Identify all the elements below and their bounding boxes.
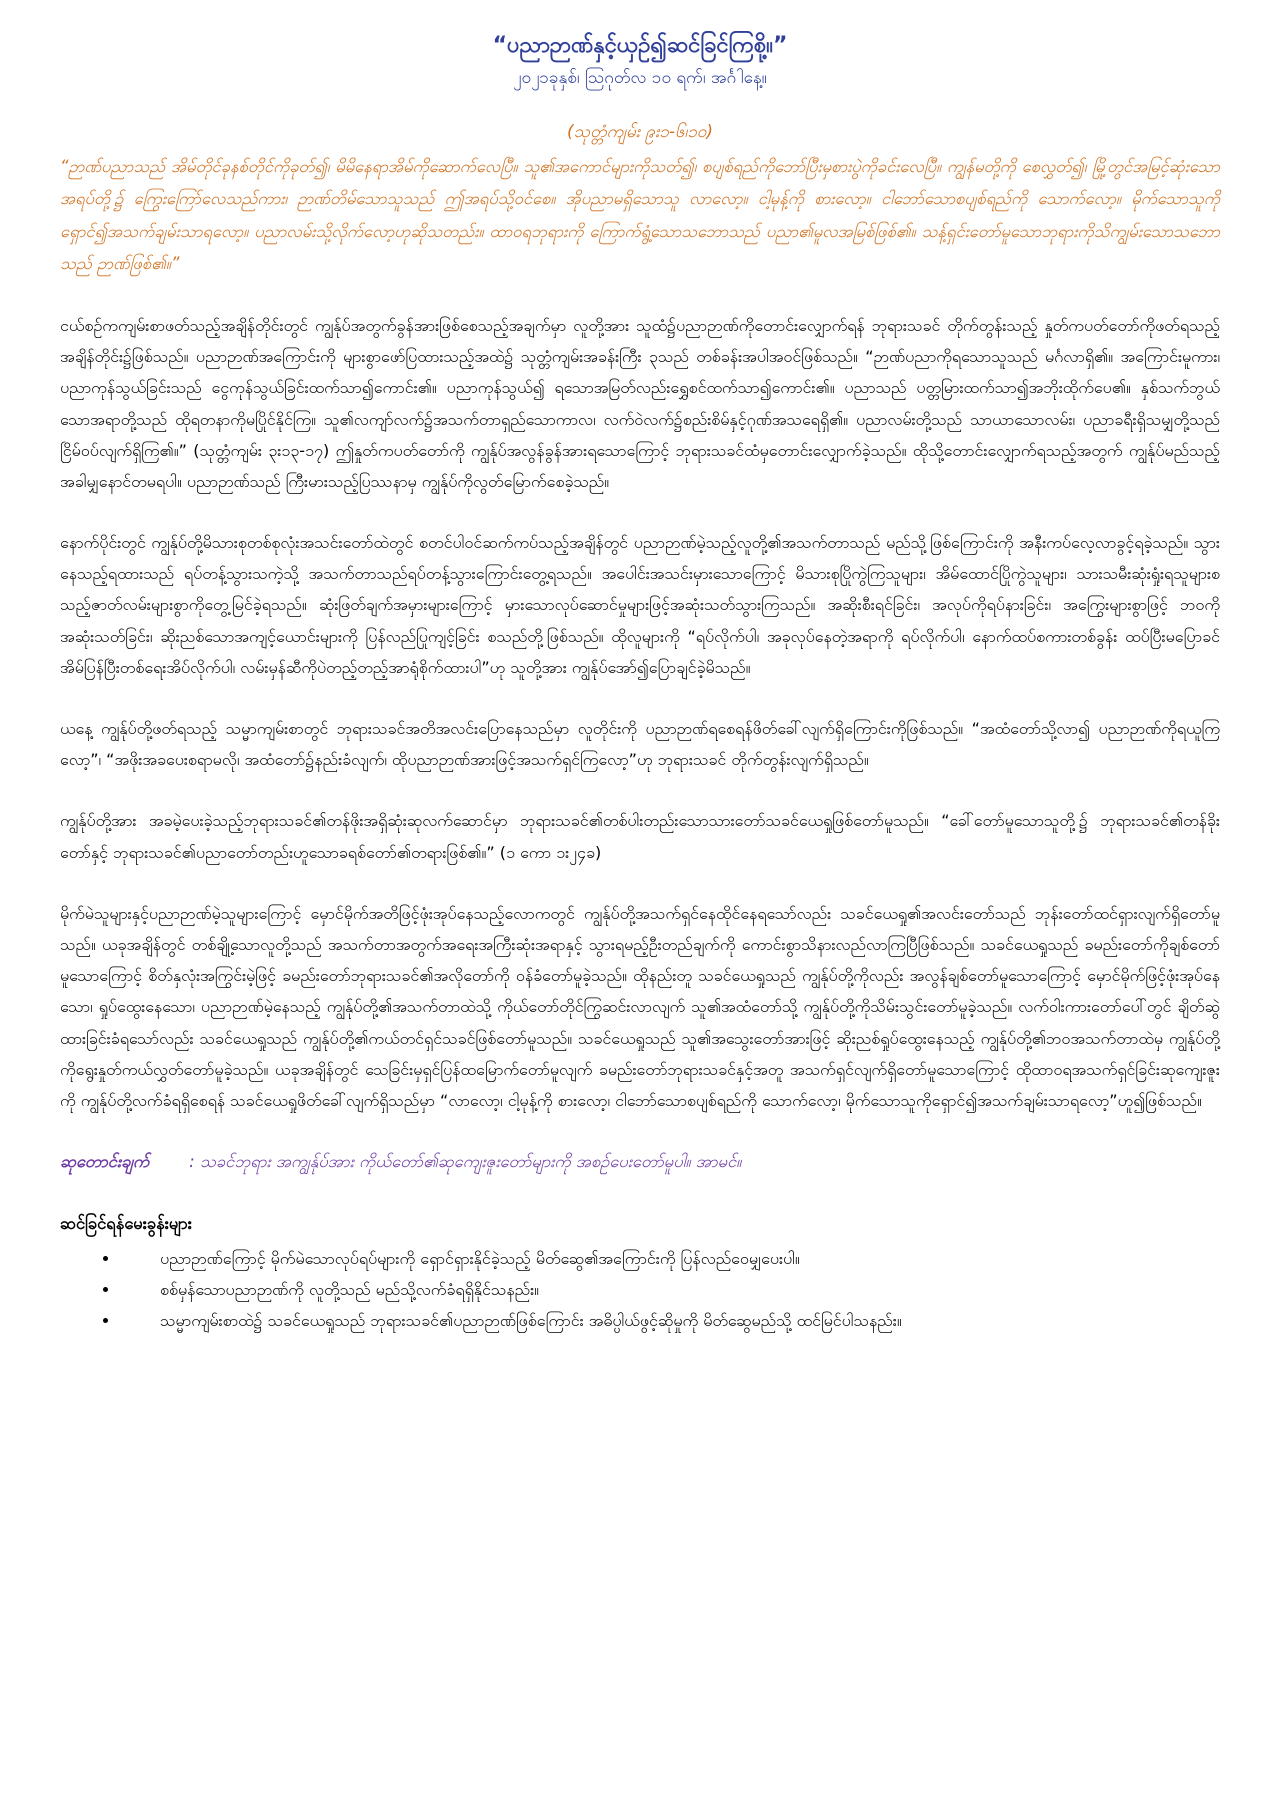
- verse-text: “ဉာဏ်ပညာသည် အိမ်တိုင်ခုနစ်တိုင်ကိုခုတ်၍၊ မိမိနေရာအိမ်ကိုဆောက်လေပြီ။ သူ၏အကောင်များကိုသတ်၍၊ စပျစ်ရည်ကိုဘော်ပြီးမှစားပွဲကိုခင်းလေပြီ။ ကျွန်မတို့ကို စေလွှတ်၍၊ မြို့တွင်အမြင့်ဆုံးသောအရပ်တို့၌ ကြွေးကြော်လေသည်ကား၊ ဉာဏ်တိမ်သောသူသည် ဤအရပ်သို့ဝင်စေ။ အိုပညာမရှိသောသူ လာလော့။ ငါ့မုန့်ကို စားလော့။ ငါဘော်သောစပျစ်ရည်ကို သောက်လော့။ မိုက်သောသူကိုရှောင်၍အသက်ချမ်းသာရလော့။ ပညာလမ်းသို့လိုက်လော့ဟုဆိုသတည်း။ ထာဝရဘုရားကို ကြောက်ရွံ့သောသဘောသည် ပညာ၏မူလအမြစ်ဖြစ်၏။ သန့်ရှင်းတော်မူသောဘုရားကိုသိကျွမ်းသောသဘောသည် ဉာဏ်ဖြစ်၏။”: [60, 157, 1220, 273]
- prayer-label: ဆုတောင်းချက်: [60, 1152, 150, 1172]
- body-paragraph-1: ငယ်စဉ်ကကျမ်းစာဖတ်သည့်အချိန်တိုင်းတွင် ကျွန်ုပ်အတွက်ခွန်အားဖြစ်စေသည့်အချက်မှာ လူတို့အား သူထံ၌ပညာဉာဏ်ကိုတောင်းလျှောက်ရန် ဘုရားသခင် တိုက်တွန်းသည့် နှုတ်ကပတ်တော်ကိုဖတ်ရသည့်အချိန်တိုင်း၌ဖြစ်သည်။ ပညာဉာဏ်အကြောင်းကို များစွာဖော်ပြထားသည့်အထဲ၌ သုတ္တံကျမ်းအခန်းကြီး ၃သည် တစ်ခန်းအပါအဝင်ဖြစ်သည်။ “ဉာဏ်ပညာကိုရသောသူသည် မင်္ဂလာရှိ၏။ အကြောင်းမူကား၊ ပညာကုန်သွယ်ခြင်းသည် ငွေကုန်သွယ်ခြင်းထက်သာ၍ကောင်း၏။ ပညာကုန်သွယ်၍ ရသောအမြတ်လည်းရွှေစင်ထက်သာ၍ကောင်း၏။ ပညာသည် ပတ္တမြားထက်သာ၍အဘိုးထိုက်ပေ၏။ နှစ်သက်ဘွယ်သောအရာတို့သည် ထိုရတနာကိုမပြိုင်နိုင်ကြ။ သူ၏လကျာ်လက်၌အသက်တာရှည်သောကာလ၊ လက်ဝဲလက်၌စည်းစိမ်နှင့်ဂုဏ်အသရေရှိ၏။ ပညာလမ်းတို့သည် သာယာသောလမ်း၊ ပညာခရီးရှိသမျှတို့သည် ငြိမ်ဝပ်လျက်ရှိကြ၏။” (သုတ္တံကျမ်း ၃း၁၃-၁၇) ဤနှုတ်ကပတ်တော်ကို ကျွန်ုပ်အလွန်ခွန်အားရသောကြောင့် ဘုရားသခင်ထံမှတောင်းလျှောက်ခဲ့သည်။ ထိုသို့တောင်းလျှောက်ရသည့်အတွက် ကျွန်ုပ်မည်သည့်အခါမျှနောင်တမရပါ။ ပညာဉာဏ်သည် ကြီးမားသည့်ပြဿနာမှ ကျွန်ုပ်ကိုလွတ်မြောက်စေခဲ့သည်။: [60, 315, 1220, 491]
- list-item: • သမ္မာကျမ်းစာထဲ၌ သခင်ယေရှုသည် ဘုရားသခင်၏ပညာဉာဏ်ဖြစ်ကြောင်း အဓိပ္ပါယ်ဖွင့်ဆိုမှုကို မိတ်ဆွေမည်သို့ ထင်မြင်ပါသနည်း။: [120, 1305, 1220, 1336]
- verse-reference: (သုတ္တံကျမ်း ၉း၁-၆၊၁၀): [567, 122, 713, 143]
- page-title: “ပညာဉာဏ်နှင့်ယှဉ်၍ဆင်ခြင်ကြစို့။”: [492, 33, 788, 58]
- prayer: [60, 1146, 1220, 1177]
- body-paragraph-5: မိုက်မဲသူများနှင့်ပညာဉာဏ်မဲ့သူများကြောင့် မှောင်မိုက်အတိဖြင့်ဖုံးအုပ်နေသည့်လောကတွင် ကျွန်ုပ်တို့အသက်ရှင်နေထိုင်နေရသော်လည်း သခင်ယေရှု၏အလင်းတော်သည် ဘုန်းတော်ထင်ရှားလျက်ရှိတော်မူသည်။ ယခုအချိန်တွင် တစ်ချို့သောလူတို့သည် အသက်တာအတွက်အရေးအကြီးဆုံးအရာနှင့် သွားရမည့်ဦးတည်ချက်ကို ကောင်းစွာသိနားလည်လာကြပြီဖြစ်သည်။ သခင်ယေရှုသည် ခမည်းတော်ကိုချစ်တော်မူသောကြောင့် စိတ်နှလုံးအကြွင်းမဲ့ဖြင့် ခမည်းတော်ဘုရားသခင်၏အလိုတော်ကို ဝန်ခံတော်မူခဲ့သည်။ ထိုနည်းတူ သခင်ယေရှုသည် ကျွန်ုပ်တို့ကိုလည်း အလွန်ချစ်တော်မူသောကြောင့် မှောင်မိုက်ဖြင့်ဖုံးအုပ်နေသော၊ ရှုပ်ထွေးနေသော၊ ပညာဉာဏ်မဲ့နေသည့် ကျွန်ုပ်တို့၏အသက်တာထဲသို့ ကိုယ်တော်တိုင်ကြွဆင်းလာလျက် သူ၏အထံတော်သို့ ကျွန်ုပ်တို့ကိုသိမ်းသွင်းတော်မူခဲ့သည်။ လက်ဝါးကားတော်ပေါ်တွင် ချိတ်ဆွဲထားခြင်းခံရသော်လည်း သခင်ယေရှုသည် ကျွန်ုပ်တို့၏ကယ်တင်ရှင်သခင်ဖြစ်တော်မူသည်။ သခင်ယေရှုသည် သူ၏အသွေးတော်အားဖြင့် ဆိုးညစ်ရှုပ်ထွေးနေသည့် ကျွန်ုပ်တို့၏ဘဝအသက်တာထဲမှ ကျွန်ုပ်တို့ကိုရွေးနှုတ်ကယ်လွှတ်တော်မူခဲ့သည်။ ယခုအချိန်တွင် သေခြင်းမှရှင်ပြန်ထမြောက်တော်မူလျက် ခမည်းတော်ဘုရားသခင်နှင့်အတူ အသက်ရှင်လျက်ရှိတော်မူသောကြောင့် ထိုထာဝရအသက်ရှင်ခြင်းဆုကျေးဇူးကို ကျွန်ုပ်တို့လက်ခံရရှိစေရန် သခင်ယေရှုဖိတ်ခေါ်လျက်ရှိသည်မှာ “လာလော့၊ ငါ့မုန့်ကို စားလော့၊ ငါဘော်သောစပျစ်ရည်ကို သောက်လော့၊ မိုက်သောသူကိုရှောင်၍အသက်ချမ်းသာရလော့”ဟူ၍ဖြစ်သည်။: [60, 903, 1220, 1110]
- list-item: • ပညာဉာဏ်ကြောင့် မိုက်မဲသောလုပ်ရပ်များကို ရှောင်ရှားနိုင်ခဲ့သည့် မိတ်ဆွေ၏အကြောင်းကို ပြန်လည်ဝေမျှပေးပါ။: [120, 1243, 1220, 1274]
- questions-heading: ဆင်ခြင်ရန်မေးခွန်းများ: [60, 1214, 192, 1234]
- body-paragraph-4: ကျွန်ုပ်တို့အား အခမဲ့ပေးခဲ့သည့်ဘုရားသခင်၏တန်ဖိုးအရှိဆုံးဆုလက်ဆောင်မှာ ဘုရားသခင်၏တစ်ပါးတည်းသောသားတော်သခင်ယေရှုဖြစ်တော်မူသည်။ “ခေါ်တော်မူသောသူတို့၌ ဘုရားသခင်၏တန်ခိုးတော်နှင့် ဘုရားသခင်၏ပညာတော်တည်းဟူသောခရစ်တော်၏တရားဖြစ်၏။” (၁ ကော ၁း၂၄ခ): [60, 811, 1220, 862]
- list-item: • စစ်မှန်သောပညာဉာဏ်ကို လူတို့သည် မည်သို့လက်ခံရရှိနိုင်သနည်း။: [120, 1274, 1220, 1305]
- prayer-text: : သခင်ဘုရား အကျွန်ုပ်အား ကိုယ်တော်၏ဆုကျေးဇူးတော်များကို အစဉ်ပေးတော်မူပါ။ အာမင်။: [189, 1152, 742, 1172]
- body-paragraph-3: ယနေ့ ကျွန်ုပ်တို့ဖတ်ရသည့် သမ္မာကျမ်းစာတွင် ဘုရားသခင်အတိအလင်းပြောနေသည်မှာ လူတိုင်းကို ပညာဉာဏ်ရစေရန်ဖိတ်ခေါ်လျက်ရှိကြောင်းကိုဖြစ်သည်။ “အထံတော်သို့လာ၍ ပညာဉာဏ်ကိုရယူကြလော့”၊ “အဖိုးအခပေးစရာမလို၊ အထံတော်၌နည်းခံလျက်၊ ထိုပညာဉာဏ်အားဖြင့်အသက်ရှင်ကြလော့”ဟု ဘုရားသခင် တိုက်တွန်းလျက်ရှိသည်။: [60, 719, 1220, 770]
- dateline: ၂၀၂၁ခုနှစ်၊ ဩဂုတ်လ ၁၀ ရက်၊ အင်္ဂါနေ့။: [513, 68, 767, 89]
- questions-list: [60, 1243, 1220, 1337]
- body-paragraph-2: နောက်ပိုင်းတွင် ကျွန်ုပ်တို့မိသားစုတစ်စုလုံးအသင်းတော်ထဲတွင် စတင်ပါဝင်ဆက်ကပ်သည့်အချိန်တွင် ပညာဉာဏ်မဲ့သည့်လူတို့၏အသက်တာသည် မည်သို့ဖြစ်ကြောင်းကို အနီးကပ်လေ့လာခွင့်ရခဲ့သည်။ သွားနေသည့်ရထားသည် ရပ်တန့်သွားသကဲ့သို့ အသက်တာသည်ရပ်တန့်သွားကြောင်းတွေ့ရသည်။ အပေါင်းအသင်းမှားသောကြောင့် မိသားစုပြိုကွဲကြသူများ၊ အိမ်ထောင်ပြိုကွဲသူများ၊ သားသမီးဆုံးရှုံးရသူများစသည့်ဇာတ်လမ်းများစွာကိုတွေ့မြင်ခဲ့ရသည်။ ဆုံးဖြတ်ချက်အမှားများကြောင့် မှားသောလုပ်ဆောင်မှုများဖြင့်အဆုံးသတ်သွားကြသည်။ အဆိုးစီးရင်ခြင်း၊ အလုပ်ကိုရပ်နားခြင်း၊ အကြွေးများစွာဖြင့် ဘဝကိုအဆုံးသတ်ခြင်း၊ ဆိုးညစ်သောအကျင့်ယောင်းများကို ပြန်လည်ပြုကျင့်ခြင်း စသည်တို့ဖြစ်သည်။ ထိုလူများကို “ရပ်လိုက်ပါ၊ အခုလုပ်နေတဲ့အရာကို ရပ်လိုက်ပါ၊ နောက်ထပ်စကားတစ်ခွန်း ထပ်ပြီးမပြောခင် အိမ်ပြန်ပြီးတစ်ရေးအိပ်လိုက်ပါ၊ လမ်းမှန်ဆီကိုပဲတည့်တည့်အာရုံစိုက်ထားပါ”ဟု သူတို့အား ကျွန်ုပ်အော်၍ပြောချင်ခဲ့မိသည်။: [60, 533, 1220, 677]
